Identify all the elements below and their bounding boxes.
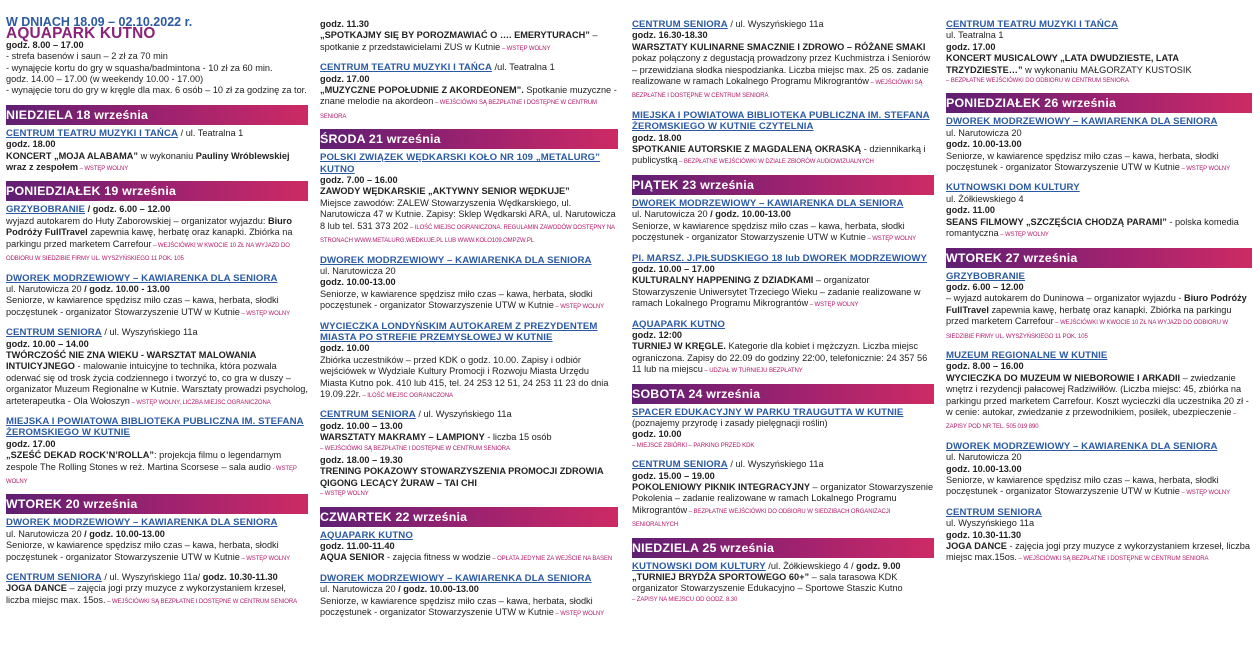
venue-link[interactable]: CENTRUM SENIORA — [632, 19, 728, 30]
event-title: TRENING POKAZOWY STOWARZYSZENIA PROMOCJI ZDROWIA QIGONG LECĄCY ŻURAW – TAI CHI — [320, 466, 604, 488]
event-title: AQUA SENIOR — [320, 552, 385, 563]
event-note: – BEZPŁATNE WEJŚCIÓWKI DO ODBIORU W CENTRUM SENIORA — [946, 78, 1129, 85]
event-desc: Seniorze, w kawiarence spędzisz miło czas – kawa, herbata, słodki poczęstunek - organizator Stowarzyszenie UTW w Kutnie — [6, 540, 279, 562]
event-desc: (poznajemy przyrodę i zasady pielęgnacji roślin) — [632, 417, 828, 428]
event — [946, 116, 1252, 175]
event — [6, 204, 308, 265]
venue-link[interactable]: WYCIECZKA LONDYŃSKIM AUTOKAREM Z PREZYDENTEM MIASTA PO STREFIE PRZEMYSŁOWEJ W KUTNIE — [320, 320, 598, 343]
day-header-tuesday-27: WTOREK 27 września — [946, 248, 1252, 268]
event-note: – WSTĘP WOLNY — [553, 304, 605, 311]
event-title: „MUZYCZNE POPOŁUDNIE Z AKORDEONEM”. — [320, 85, 524, 96]
event-note: – WEJŚCIÓWKI SĄ BEZPŁATNE I DOSTĘPNE W CENTRUM SENIORA — [1016, 556, 1209, 563]
event — [320, 530, 618, 566]
event-desc: - zajęcia fitness w wodzie — [384, 552, 491, 563]
event-time: godz. 11.30 — [320, 19, 370, 29]
event-title: JOGA DANCE — [946, 541, 1007, 552]
event-time: godz. 10.00 – 14.00 — [6, 338, 89, 349]
venue-link[interactable]: AQUAPARK KUTNO — [632, 318, 725, 330]
day-header-tuesday-20: WTOREK 20 września — [6, 494, 308, 514]
event-time: godz. 10.00-13.00 — [946, 463, 1022, 474]
event — [320, 573, 618, 621]
venue-link[interactable]: DWOREK MODRZEWIOWY – KAWIARENKA DLA SENIORA — [320, 572, 592, 584]
venue-address: /ul. Teatralna 1 — [492, 62, 555, 73]
event-desc: Kategorie dla kobiet i mężczyzn. Liczba miejsc ograniczona. Zapisy do 22.09 do godziny 22:00, telefonicznie: 24 357 56 11 lub na miejscu — [632, 341, 928, 375]
event — [632, 253, 934, 312]
aquapark-heading: AQUAPARK KUTNO — [6, 25, 156, 43]
event-note: – WSTĘP WOLNY — [998, 232, 1049, 239]
venue-address: / ul. Wyszyńskiego 11a — [727, 459, 824, 470]
event — [946, 19, 1252, 87]
venue-address: / ul. Wyszyńskiego 11a/ — [101, 572, 203, 583]
event-time: godz. 18.00 — [632, 132, 682, 143]
event-note: – WSTĘP WOLNY — [865, 236, 917, 243]
event-desc: – spotkanie z przedstawicielami ZUS w Kutnie — [320, 30, 598, 52]
venue-address: ul. Narutowicza 20 — [946, 452, 1022, 463]
event — [320, 152, 618, 247]
venue-link[interactable]: CENTRUM SENIORA — [946, 506, 1042, 518]
column-1 — [6, 0, 308, 666]
event-title: „SPOTKAJMY SIĘ BY POROZMAWIAĆ O …. EMERYTURACH” — [320, 30, 590, 41]
event-title: SEANS FILMOWY „SZCZĘŚCIA CHODZĄ PARAMI” — [946, 216, 1167, 227]
event-title: WYCIECZKA DO MUZEUM W NIEBOROWIE I ARKADII — [946, 372, 1181, 383]
venue-link[interactable]: DWOREK MODRZEWIOWY – KAWIARENKA DLA SENIORA — [946, 116, 1218, 128]
event-desc: wyjazd autokarem do Huty Zaborowskiej – organizator wyjazdu: — [6, 215, 268, 226]
event-note: – WSTĘP WOLNY — [1179, 166, 1231, 173]
event-title: JOGA DANCE — [6, 583, 67, 594]
venue-address: /ul. Żółkiewskiego 4 / — [765, 560, 857, 571]
column-3 — [632, 0, 934, 666]
event-title: SPOTKANIE AUTORSKIE Z MAGDALENĄ OKRASKĄ — [632, 144, 862, 155]
venue-address: ul. Narutowicza 20 — [6, 283, 82, 294]
venue-link[interactable]: DWOREK MODRZEWIOWY – KAWIARENKA DLA SENIORA — [6, 517, 278, 529]
event-note: – WSTĘP WOLNY — [239, 310, 291, 317]
venue-link[interactable]: MUZEUM REGIONALNE W KUTNIE — [946, 349, 1108, 361]
date-range-heading: W DNIACH 18.09 – 02.10.2022 r. — [6, 15, 193, 29]
event-time: / godz. 10.00 - 13.00 — [81, 283, 170, 294]
venue-address: / ul. Wyszyńskiego 11a — [101, 327, 198, 338]
day-header-monday-19: PONIEDZIAŁEK 19 września — [6, 181, 308, 201]
event-time: / godz. 10.00-13.00 — [395, 584, 479, 595]
event-title: KULTURALNY HAPPENING Z DZIADKAMI — [632, 275, 814, 286]
event-note: – ILOŚĆ MIEJSC OGRANICZONA — [360, 392, 453, 399]
event-desc: – zajęcia jogi przy muzyce z wykorzystaniem krzeseł, liczba miejsc max. 15os. — [6, 583, 286, 605]
event-desc: – sala tarasowa KDK organizator Stowarzyszenie Edukacyjno – Sportowe Staszic Kutno — [632, 572, 903, 594]
event — [6, 273, 308, 321]
event — [6, 128, 308, 176]
event — [632, 407, 934, 453]
day-header-thursday-22: CZWARTEK 22 września — [320, 507, 618, 527]
event-note: – ILOŚĆ MIEJSC OGRANICZONA. REGULAMIN ZAWODÓW DOSTĘPNY NA STRONACH WWW.METALURG.WEDKUJE.PL LUB WWW.KOLO109.OMPZW.PL — [320, 224, 615, 245]
event-time: godz. 10.00-13.00 — [946, 139, 1022, 150]
event-note: – WSTĘP WOLNY — [239, 555, 291, 562]
event-time: godz. 10.00 – 13.00 — [320, 420, 403, 431]
event-note: – WEJŚCIÓWKI SĄ BEZPŁATNE I DOSTĘPNE W CENTRUM SENIORA — [105, 598, 297, 605]
event-note: – WSTĘP WOLNY — [500, 45, 551, 52]
event-title: KONCERT MUSICALOWY „LATA DWUDZIESTE, LATA TRZYDZIESTE…” — [946, 53, 1179, 75]
event-note: – ZAPISY NA MIEJSCU OD GODZ. 8.30 — [632, 596, 738, 603]
aquapark-line: - strefa basenów i saun – 2 zł za 70 min — [6, 51, 168, 62]
venue-address: / ul. Wyszyńskiego 11a — [727, 19, 824, 29]
event-desc: – organizator Stowarzyszenie Uniwersytet Trzeciego Wieku – zadanie realizowane w ramach Lokalnego Programu Mikrograntów — [632, 275, 921, 309]
event — [946, 441, 1252, 500]
event — [320, 409, 618, 500]
event-time: godz. 10.30-11.30 — [202, 572, 278, 583]
venue-link[interactable]: CENTRUM TEATRU MUZYKI I TAŃCA — [320, 62, 493, 74]
event-time: godz. 8.00 – 16.00 — [946, 361, 1024, 372]
event-organizer: Biuro Podróży FullTravel — [946, 293, 1247, 315]
event-note: – WEJŚCIÓWKI SĄ BEZPŁATNE I DOSTĘPNE W CENTRUM SENIORA — [320, 100, 597, 120]
event — [6, 572, 308, 608]
event-desc: Spotkanie muzyczne - znane melodie na akordeon — [320, 85, 617, 107]
venue-link[interactable]: CENTRUM SENIORA — [6, 327, 102, 339]
event-time: godz. 12:00 — [632, 329, 683, 340]
event-note: – WSTĘP WOLNY — [320, 491, 369, 498]
event-desc: Seniorze, w kawiarence spędzisz miło czas – kawa, herbata, słodki poczęstunek - organizator Stowarzyszenie UTW w Kutnie — [946, 475, 1219, 497]
aquapark-info — [6, 40, 308, 97]
event-time: godz. 11.00-11.40 — [320, 541, 395, 552]
event-desc: – zwiedzanie wnętrz i rezydencji pałacowej Radziwiłłów. (Liczba miejsc: 45, zbiórka na parkingu przed marketem Carrefour. Koszt wycieczki dla uczestnika 20 zł - w cenie: autokar, zwiedzanie z przewodnikiem, posiłek, ubezpieczenie — [946, 372, 1249, 417]
event — [632, 561, 934, 607]
event-note: – WEJŚCIÓWKI W KWOCIE 10 ZŁ NA WYJAZD DO ODBIORU W SIEDZIBIE FIRMY UL. WYSZYŃSKIEGO 11 POK. 105 — [946, 320, 1228, 340]
venue-link[interactable]: MIEJSKA I POWIATOWA BIBLIOTEKA PUBLICZNA IM. STEFANA ŻEROMSKIEGO W KUTNIE CZYTELNIA — [632, 109, 930, 133]
event — [6, 517, 308, 565]
event-desc: Seniorze, w kawiarence spędzisz miło czas – kawa, herbata, słodki poczęstunek - organizator Stowarzyszenie UTW w Kutnie — [320, 595, 593, 618]
day-header-sunday-18: NIEDZIELA 18 września — [6, 105, 308, 125]
event-desc: w wykonaniu — [138, 150, 196, 161]
event-time: godz. 15.00 – 19.00 — [632, 470, 715, 481]
event-time: godz. 10.00 — [320, 343, 370, 354]
event — [632, 110, 934, 169]
venue-link[interactable]: GRZYBOBRANIE — [946, 270, 1026, 282]
event-title: KONCERT „MOJA ALABAMA” — [6, 150, 139, 161]
venue-link[interactable]: CENTRUM TEATRU MUZYKI I TAŃCA — [6, 127, 179, 139]
venue-address: ul. Narutowicza 20 — [632, 209, 708, 220]
event-desc: Zbiórka uczestników – przed KDK o godz. 10.00. Zapisy i odbiór wejściówek w Wydziale Kultury Promocji i Rozwoju Miasta Urzędu Miasta Kutno pok. 410 lub 415, tel. 24 253 12 51, 24 253 11 23 do dnia 19.09.22r. — [320, 354, 609, 399]
day-header-sunday-25: NIEDZIELA 25 września — [632, 538, 934, 558]
event-time: / godz. 10.00-13.00 — [81, 528, 165, 539]
venue-link[interactable]: CENTRUM SENIORA — [632, 459, 728, 471]
event-time: / godz. 6.00 – 12.00 — [85, 204, 171, 215]
venue-link[interactable]: DWOREK MODRZEWIOWY – KAWIARENKA DLA SENIORA — [946, 440, 1218, 452]
event-note: – WSTĘP WOLNY, LICZBA MIEJSC OGRANICZONA — [129, 399, 271, 406]
aquapark-line: - wynajęcie kortu do gry w squasha/badmintona - 10 zł za 60 min. — [6, 62, 273, 73]
venue-link[interactable]: POLSKI ZWIĄZEK WĘDKARSKI KOŁO NR 109 „METALURG” KUTNO — [320, 152, 601, 175]
event-desc: - zajęcia jogi przy muzyce z wykorzystaniem krzeseł, liczba miejsc max.15os. — [946, 541, 1250, 563]
venue-link[interactable]: CENTRUM SENIORA — [6, 572, 102, 584]
event-desc: - liczba 15 osób — [484, 432, 552, 443]
event-organizer: Biuro Podróży FullTravel — [6, 215, 292, 238]
event — [6, 416, 308, 488]
event-note: – WSTĘP WOLNY — [808, 302, 859, 309]
event-desc: pokaz połączony z degustacją prowadzony przez Kuchmistrza i Seniorów – przewidziana słodka niespodzianka. Liczba miejsc max. 25 os. zadanie realizowane w ramach Lokalnego Programu Mikrograntów — [632, 53, 931, 87]
event-title: ZAWODY WĘDKARSKIE „AKTYWNY SENIOR WĘDKUJE” — [320, 186, 570, 197]
event-title: WARSZTATY MAKRAMY – LAMPIONY — [320, 432, 485, 443]
day-header-friday-23: PIĄTEK 23 września — [632, 175, 934, 195]
column-2 — [320, 0, 618, 666]
event — [320, 255, 618, 314]
event-note: – WSTĘP WOLNY — [1179, 490, 1231, 497]
venue-address: ul. Teatralna 1 — [946, 30, 1004, 41]
event — [632, 319, 934, 378]
venue-link[interactable]: SPACER EDUKACYJNY W PARKU TRAUGUTTA W KUTNIE — [632, 406, 904, 418]
event — [320, 62, 618, 123]
day-header-wednesday-21: ŚRODA 21 września — [320, 129, 618, 149]
event-note: – WSTĘP WOLNY — [78, 166, 129, 173]
event-desc: - polska komedia romantyczna — [946, 216, 1239, 239]
event-desc: zapewnia kawę, herbatę oraz kanapki. Zbiórka na parkingu przed marketem Carrefour — [6, 227, 293, 249]
event-desc: – organizator Stowarzyszenie Pokolenia – zadanie realizowane w ramach Lokalnego Programu Mikrograntów — [632, 482, 934, 515]
aquapark-hours: godz. 8.00 – 17.00 — [6, 39, 84, 50]
event-title: WARSZTATY KULINARNE SMACZNIE I ZDROWO – RÓŻANE SMAKI — [632, 41, 926, 52]
event-time: godz. 17.00 — [946, 41, 996, 52]
event-time: godz. 10.00 – 17.00 — [632, 263, 715, 274]
event-title: TWÓRCZOŚĆ NIE ZNA WIEKU - WARSZTAT MALOWANIA INTUICYJNEGO — [6, 349, 257, 372]
event — [632, 198, 934, 246]
aquapark-line: godz. 14.00 – 17.00 (w weekendy 10.00 - 17.00) — [6, 74, 204, 85]
day-header-monday-26: PONIEDZIAŁEK 26 września — [946, 93, 1252, 113]
venue-address: ul. Narutowicza 20 — [946, 127, 1022, 138]
venue-address: / ul. Wyszyńskiego 11a — [415, 409, 512, 420]
event-note: – WSTĘP WOLNY — [553, 611, 605, 618]
event — [320, 19, 618, 55]
event-note: – BEZPŁATNE WEJŚCIÓWKI W DZIALE ZBIORÓW AUDIOWIZUALNYCH — [677, 159, 874, 166]
venue-link[interactable]: DWOREK MODRZEWIOWY – KAWIARENKA DLA SENIORA — [6, 272, 278, 284]
event-time: godz. 17.00 — [6, 438, 56, 449]
venue-link[interactable]: CENTRUM TEATRU MUZYKI I TAŃCA — [946, 19, 1119, 30]
venue-link[interactable]: DWOREK MODRZEWIOWY – KAWIARENKA DLA SENIORA — [632, 197, 904, 209]
event-time: godz. 9.00 — [856, 560, 901, 571]
event-desc: w wykonaniu MAŁGORZATY KUSTOSIK — [1022, 64, 1192, 75]
event-time: / godz. 10.00-13.00 — [707, 209, 791, 220]
event — [946, 507, 1252, 566]
column-4 — [946, 0, 1252, 666]
event-title: TURNIEJ W KRĘGLE. — [632, 341, 726, 352]
event-desc: – wyjazd autokarem do Duninowa – organizator wyjazdu - — [946, 293, 1184, 304]
venue-link[interactable]: AQUAPARK KUTNO — [320, 529, 413, 541]
event-time: godz. 18.00 — [6, 139, 56, 150]
event-desc: - malowanie intuicyjne to technika, która pozwala oderwać się od trosk życia codziennego i tworzyć to, co gra w duszy – organizator Muzeum Regionalne w Kutnie. Warsztaty prowadzi psycholog, arteterapeutka - Ola Wołoszyn — [6, 361, 308, 406]
venue-address: ul. Narutowicza 20 — [320, 584, 396, 595]
event-time: godz. 10.00 — [632, 429, 682, 440]
event-title: „TURNIEJ BRYDŻA SPORTOWEGO 60+” — [632, 572, 810, 583]
event-note: – WEJŚCIÓWKI SĄ BEZPŁATNE I DOSTĘPNE W CENTRUM SENIORA — [320, 445, 510, 452]
event-time: godz. 6.00 – 12.00 — [946, 281, 1024, 292]
venue-address: ul. Narutowicza 20 — [320, 265, 396, 276]
day-header-saturday-24: SOBOTA 24 września — [632, 384, 934, 404]
venue-address: ul. Żółkiewskiego 4 — [946, 193, 1024, 204]
event-desc: Seniorze, w kawiarence spędzisz miło czas – kawa, herbata, słodki poczęstunek - organizator Stowarzyszenie UTW w Kutnie — [6, 295, 279, 317]
venue-link[interactable]: MIEJSKA I POWIATOWA BIBLIOTEKA PUBLICZNA IM. STEFANA ŻEROMSKIEGO W KUTNIE — [6, 415, 304, 439]
event-desc: Seniorze, w kawiarence spędzisz miło czas – kawa, herbata, słodki poczęstunek - organizator Stowarzyszenie UTW w Kutnie — [632, 220, 905, 243]
event-note: – OPŁATA JEDYNIE ZA WEJŚCIE NA BASEN — [490, 556, 613, 563]
event-desc: Miejsce zawodów: ZALEW Stowarzyszenia Wędkarskiego, ul. Narutowicza 47 w Kutnie. Zapisy: Sklep Wędkarski ARA, ul. Narutowicza 8 lub tel. 531 373 202 — [320, 197, 616, 231]
event-desc: Seniorze, w kawiarence spędzisz miło czas – kawa, herbata, słodki poczęstunek - organizator Stowarzyszenie UTW w Kutnie — [946, 150, 1219, 173]
venue-link[interactable]: KUTNOWSKI DOM KULTURY — [632, 560, 766, 572]
event-time: godz. 17.00 — [320, 73, 370, 84]
event — [632, 459, 934, 531]
event-note: – BEZPŁATNE WEJŚCIÓWKI DO ODBIORU W SIEDZIBACH ORGANIZACJI SENIORALNYCH — [632, 508, 891, 529]
event-note: – MIEJSCE ZBIÓRKI – PARKING PRZED KDK — [632, 442, 755, 449]
event-desc: Seniorze, w kawiarence spędzisz miło czas – kawa, herbata, słodki poczęstunek - organizator Stowarzyszenie UTW w Kutnie — [320, 288, 593, 311]
venue-link[interactable]: CENTRUM SENIORA — [320, 409, 416, 421]
event-note: – WEJŚCIÓWKI SĄ BEZPŁATNE I DOSTĘPNE W CENTRUM SENIORA — [632, 80, 923, 100]
event — [946, 350, 1252, 434]
venue-address: ul. Narutowicza 20 — [6, 528, 82, 539]
venue-address: ul. Wyszyńskiego 11a — [946, 518, 1035, 529]
event-time: godz. 7.00 – 16.00 — [320, 175, 398, 186]
event-time: godz. 16.30-18.30 — [632, 30, 708, 41]
event — [6, 327, 308, 409]
event — [946, 271, 1252, 343]
event-time: godz. 11.00 — [946, 205, 996, 216]
event — [946, 182, 1252, 241]
event-desc: zapewnia kawę, herbatę oraz kanapki. Zbiórka na parkingu przed marketem Carrefour — [946, 304, 1232, 327]
event-desc: : projekcja filmu o legendarnym zespole The Rolling Stones w reż. Martina Scorsese – sala audio — [6, 450, 282, 472]
aquapark-line: - wynajęcie toru do gry w kręgle dla max. 6 osób – 10 zł za godzinę za tor. — [6, 85, 307, 96]
event-performer: Pauliny Wróblewskiej wraz z zespołem — [6, 150, 290, 173]
event-note: – UDZIAŁ W TURNIEJU BEZPŁATNY — [702, 368, 803, 375]
venue-link[interactable]: DWOREK MODRZEWIOWY – KAWIARENKA DLA SENIORA — [320, 254, 592, 266]
venue-link[interactable]: KUTNOWSKI DOM KULTURY — [946, 182, 1080, 194]
event-title: POKOLENIOWY PIKNIK INTEGRACYJNY — [632, 482, 810, 492]
event-title: „SZEŚĆ DEKAD ROCK’N’ROLLA” — [6, 450, 155, 461]
venue-link[interactable]: GRZYBOBRANIE — [6, 204, 86, 216]
event-time: godz. 10.00-13.00 — [320, 277, 396, 288]
venue-link[interactable]: Pl. MARSZ. J.PIŁSUDSKIEGO 18 lub DWOREK MODRZEWIOWY — [632, 252, 928, 264]
venue-address: / ul. Teatralna 1 — [178, 127, 244, 138]
event — [320, 321, 618, 403]
event-desc: - dziennikarką i publicystką — [632, 144, 926, 166]
event-time: godz. 18.00 – 19.30 — [320, 455, 403, 465]
event-note: – WEJŚCIÓWKI W KWOCIE 10 ZŁ NA WYJAZD DO ODBIORU W SIEDZIBIE FIRMY UL. WYSZYŃSKIEGO 11 POK. 105 — [6, 242, 290, 263]
event-time: godz. 10.30-11.30 — [946, 529, 1022, 540]
event — [632, 19, 934, 103]
event-note: – ZAPISY POD NR TEL. 505 019 890 — [946, 410, 1237, 431]
event-note: - WSTĘP WOLNY — [6, 465, 297, 485]
